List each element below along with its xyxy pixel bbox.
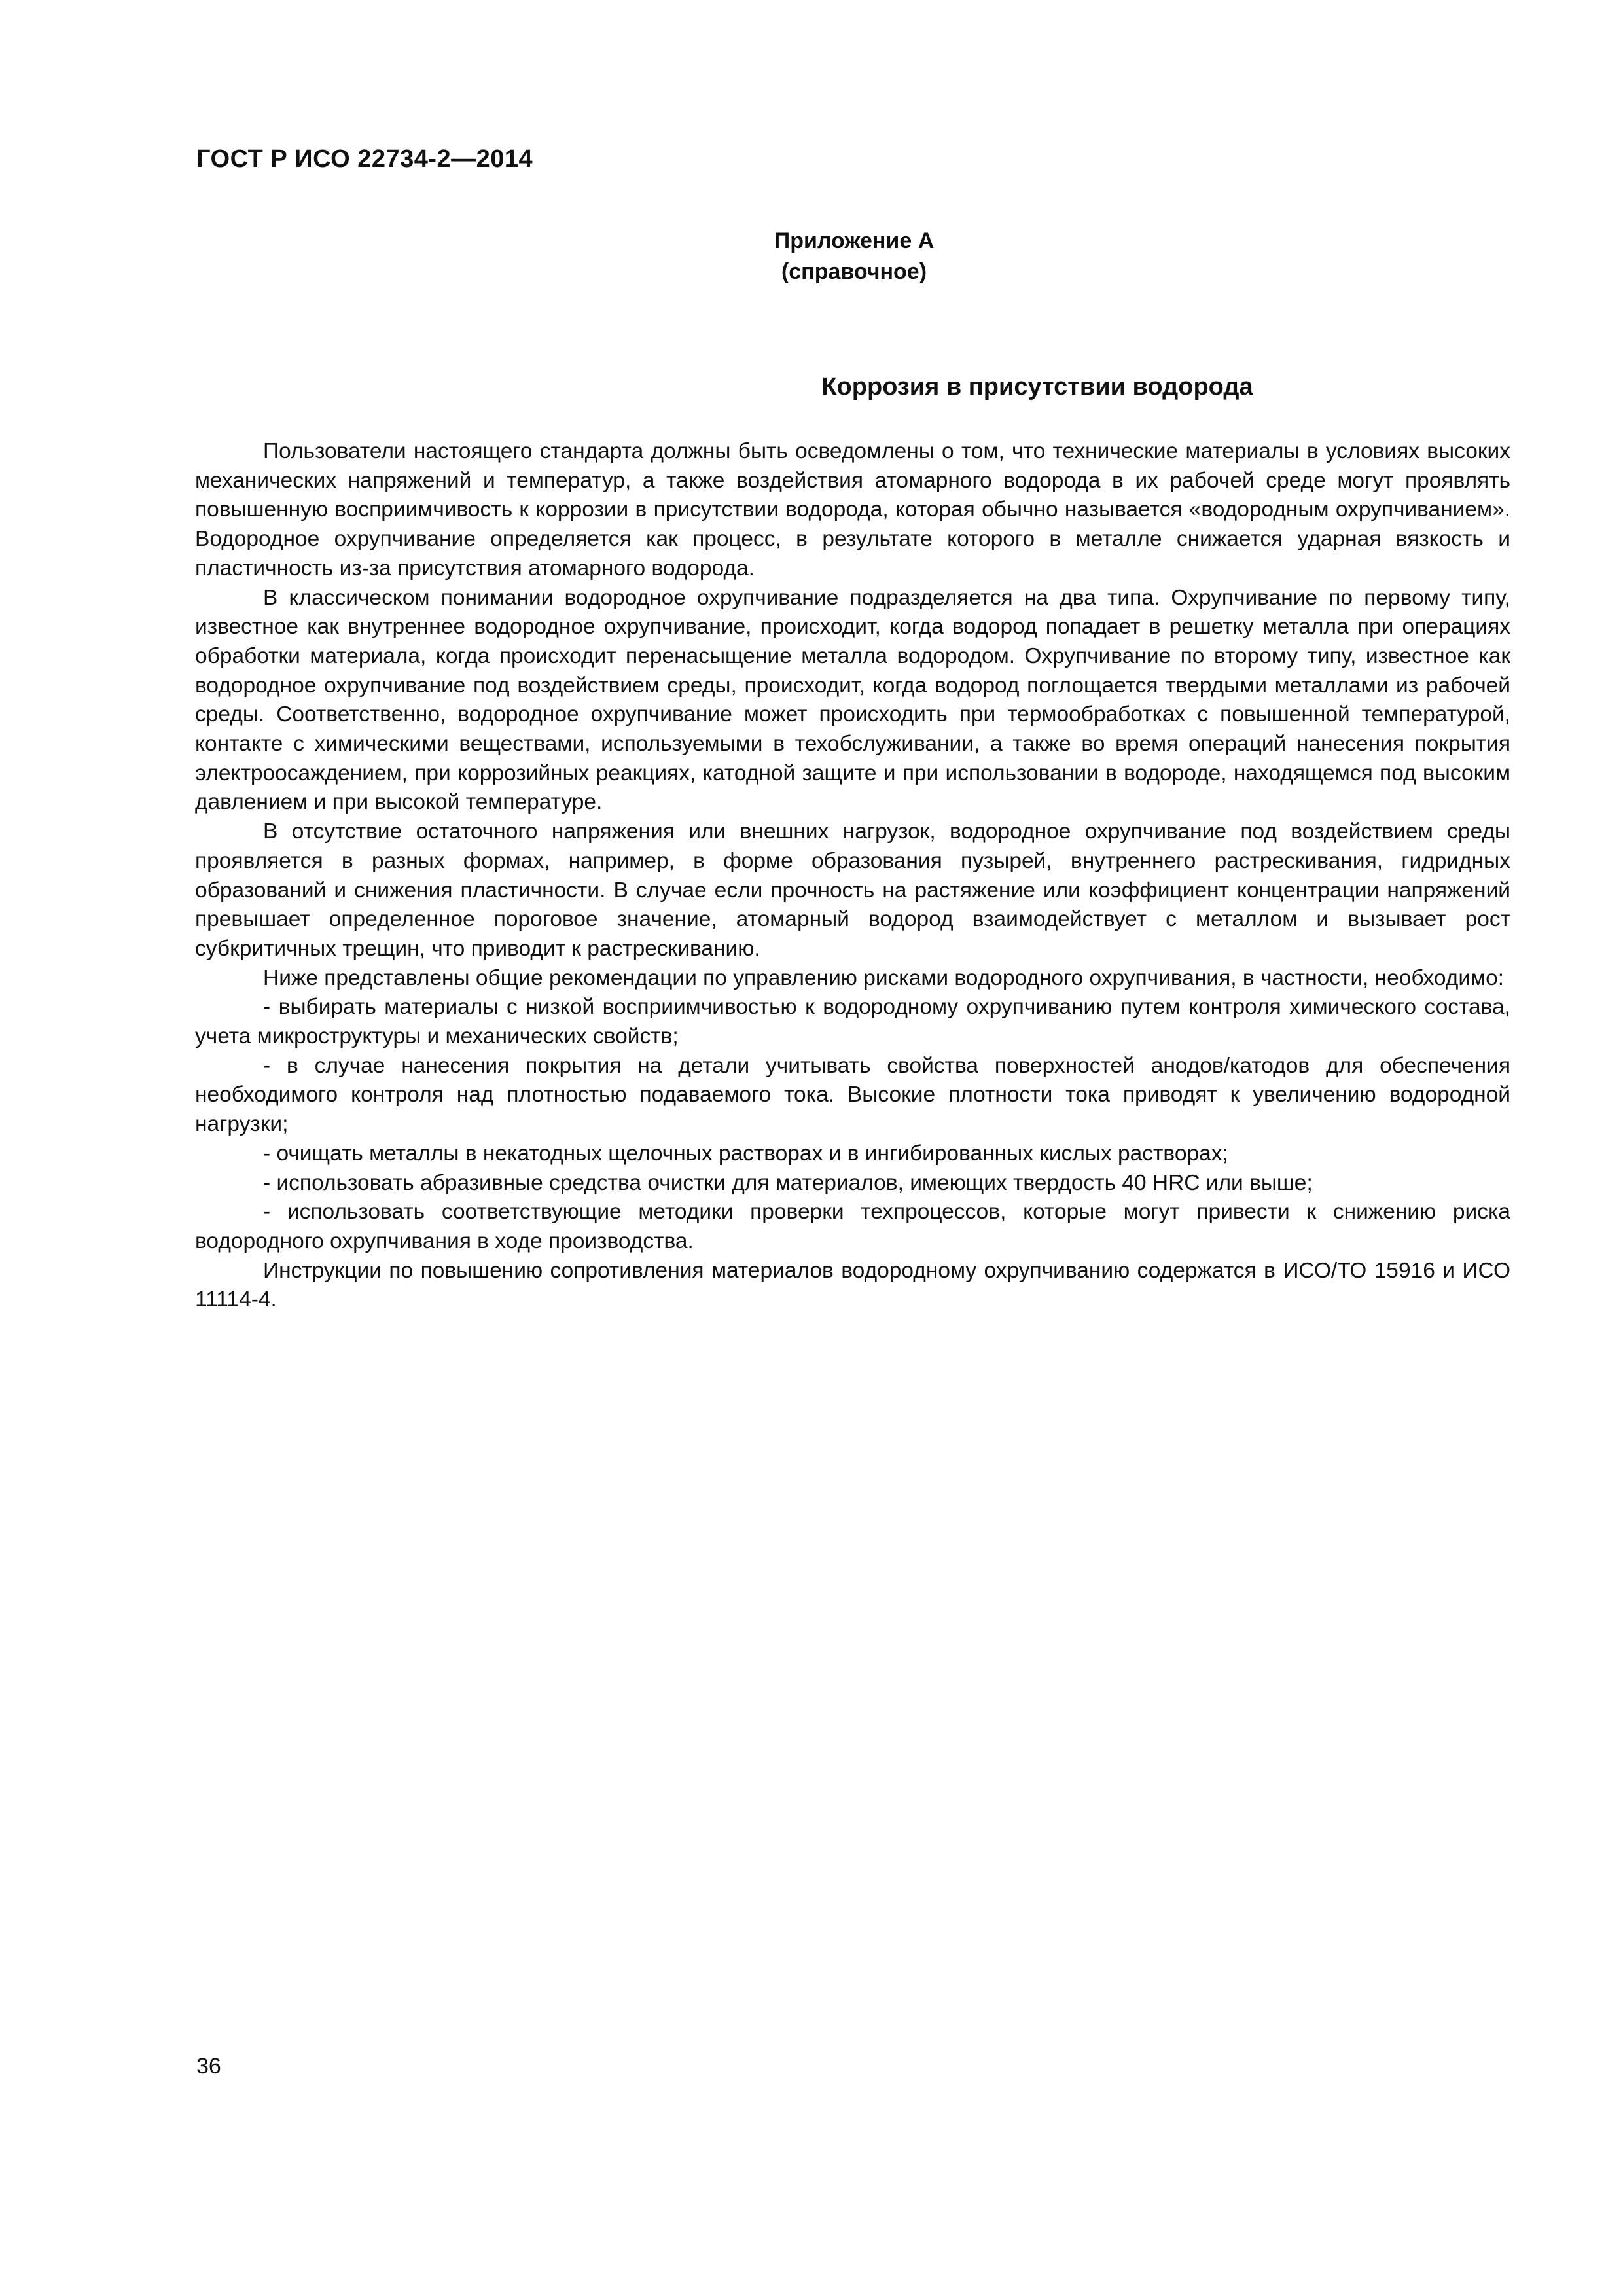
section-title: Коррозия в присутствии водорода xyxy=(821,373,1253,401)
paragraph: Ниже представлены общие рекомендации по управлению рисками водородного охрупчивания, в частности, необходимо: xyxy=(263,965,1505,990)
paragraph: Инструкции по повышению сопротивления материалов водородному охрупчиванию содержатся в ИСО/ТО 15916 и ИСО 11114-4. xyxy=(195,1258,1510,1312)
body-text xyxy=(195,437,1510,1315)
list-item: - в случае нанесения покрытия на детали учитывать свойства поверхностей анодов/катодов для обеспечения необходимого контроля над плотностью подаваемого тока. Высокие плотности тока приводят к увеличению водородной нагрузки; xyxy=(195,1053,1510,1137)
annex-kind: (справочное) xyxy=(781,259,927,284)
list-item: - выбирать материалы с низкой восприимчивостью к водородному охрупчиванию путем контроля химического состава, учета микроструктуры и механических свойств; xyxy=(195,995,1510,1049)
list-item: - очищать металлы в некатодных щелочных растворах и в ингибированных кислых растворах; xyxy=(263,1141,1228,1166)
list-item: - использовать соответствующие методики проверки техпроцессов, которые могут привести к снижению риска водородного охрупчивания в ходе производства. xyxy=(195,1200,1510,1253)
page-number: 36 xyxy=(196,2054,221,2079)
annex-title: Приложение А xyxy=(774,228,935,253)
paragraph: В отсутствие остаточного напряжения или внешних нагрузок, водородное охрупчивание под воздействием среды проявляется в разных формах, например, в форме образования пузырей, внутреннего растрескивания, гидридных образований и снижения пластичности. В случае если прочность на растяжение или коэффициент концентрации напряжений превышает определенное пороговое значение, атомарный водород взаимодействует с металлом и вызывает рост субкритичных трещин, что приводит к растрескиванию. xyxy=(195,819,1510,961)
paragraph: В классическом понимании водородное охрупчивание подразделяется на два типа. Охрупчивание по первому типу, известное как внутреннее водородное охрупчивание, происходит, когда водород попадает в решетку металла при операциях обработки материала, когда происходит перенасыщение металла водородом. Охрупчивание по второму типу, известное как водородное охрупчивание под воздействием среды, происходит, когда водород поглощается твердыми металлами из рабочей среды. Соответственно, водородное охрупчивание может происходить при термообработках с повышенной температурой, контакте с химическими веществами, используемыми в техобслуживании, а также во время операций нанесения покрытия электроосаждением, при коррозийных реакциях, катодной защите и при использовании в водороде, находящемся под высоким давлением и при высокой температуре. xyxy=(195,585,1510,815)
paragraph: Пользователи настоящего стандарта должны быть осведомлены о том, что технические материалы в условиях высоких механических напряжений и температур, а также воздействия атомарного водорода в их рабочей среде могут проявлять повышенную восприимчивость к коррозии в присутствии водорода, которая обычно называется «водородным охрупчиванием». Водородное охрупчивание определяется как процесс, в результате которого в металле снижается ударная вязкость и пластичность из-за присутствия атомарного водорода. xyxy=(195,439,1510,581)
document-code: ГОСТ Р ИСО 22734-2—2014 xyxy=(196,145,533,173)
list-item: - использовать абразивные средства очистки для материалов, имеющих твердость 40 HRC или выше; xyxy=(263,1170,1313,1195)
